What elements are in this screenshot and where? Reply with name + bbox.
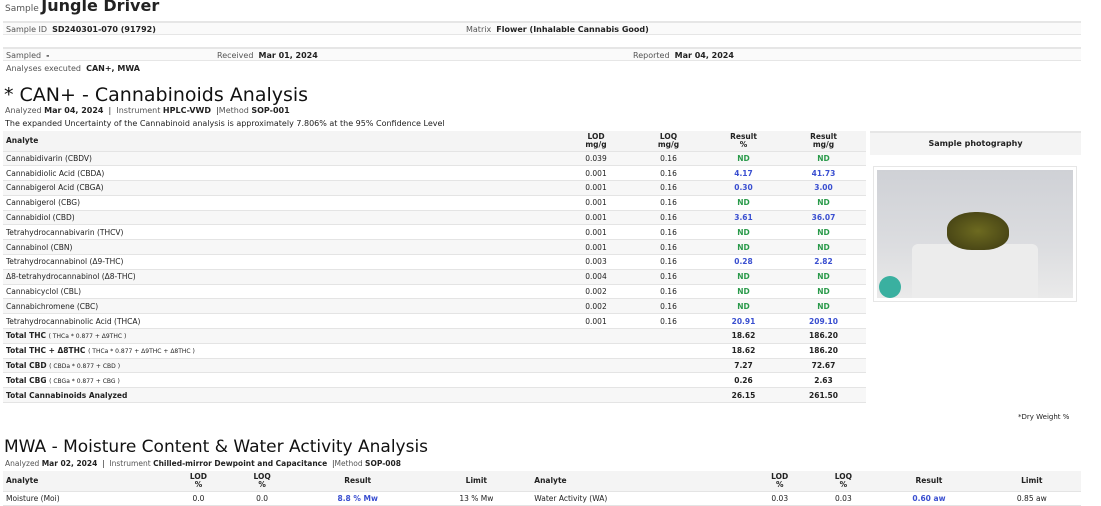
column-header: Result %	[706, 131, 781, 151]
lod: 0.0	[167, 491, 230, 506]
total-label	[3, 388, 561, 403]
table-row	[3, 225, 866, 240]
column-header: Analyte	[3, 131, 561, 151]
lod: 0.03	[748, 491, 811, 506]
lod: 0.001	[561, 240, 631, 255]
sample-id: Sample ID SD240301-070 (91792)	[6, 25, 156, 34]
result-percent: 0.28	[706, 255, 781, 270]
lod: 0.039	[561, 151, 631, 166]
table-row	[3, 284, 866, 299]
total-percent: 26.15	[706, 388, 781, 403]
analyte-name: Δ8-tetrahydrocannabinol (Δ8-THC)	[3, 269, 561, 284]
table-row	[3, 491, 1081, 506]
logo-icon	[879, 276, 901, 298]
total-formula: ( THCa * 0.877 + Δ9THC )	[48, 333, 127, 341]
column-header: LOQ mg/g	[631, 131, 706, 151]
lod: 0.003	[561, 255, 631, 270]
column-header: Limit	[983, 471, 1081, 491]
result-mg-g: 3.00	[781, 181, 866, 196]
total-percent: 7.27	[706, 358, 781, 373]
loq: 0.16	[631, 210, 706, 225]
total-name: Total THC	[6, 331, 46, 341]
mwa-meta: Analyzed Mar 02, 2024 | Instrument Chilled-mirror Dewpoint and Capacitance |Method SOP-008	[5, 459, 401, 468]
table-row	[3, 269, 866, 284]
analyte-name: Water Activity (WA)	[531, 491, 748, 506]
result-percent: ND	[706, 195, 781, 210]
column-header: LOD %	[748, 471, 811, 491]
table-row	[3, 181, 866, 196]
table-row	[3, 195, 866, 210]
analyte-name: Cannabichromene (CBC)	[3, 299, 561, 314]
result-mg-g: ND	[781, 299, 866, 314]
column-header: Analyte	[3, 471, 167, 491]
loq: 0.16	[631, 151, 706, 166]
total-row	[3, 358, 866, 373]
total-mg-g: 186.20	[781, 343, 866, 358]
table-row	[3, 151, 866, 166]
total-formula: ( THCa * 0.877 + Δ9THC + Δ8THC )	[88, 348, 195, 356]
limit: 13 % Mw	[421, 491, 531, 506]
column-header: LOQ %	[811, 471, 875, 491]
result-percent: ND	[706, 225, 781, 240]
result-mg-g: ND	[781, 240, 866, 255]
result-mg-g: ND	[781, 284, 866, 299]
moisture-table	[3, 471, 1081, 506]
column-header: LOD %	[167, 471, 230, 491]
can-title: * CAN+ - Cannabinoids Analysis	[4, 84, 309, 106]
loq: 0.16	[631, 166, 706, 181]
dry-weight-note: *Dry Weight %	[1018, 413, 1070, 421]
result-percent: 0.30	[706, 181, 781, 196]
loq: 0.16	[631, 225, 706, 240]
result-mg-g: ND	[781, 269, 866, 284]
total-mg-g: 2.63	[781, 373, 866, 388]
result-percent: ND	[706, 284, 781, 299]
result: 8.8 % Mw	[294, 491, 421, 506]
table-row	[3, 255, 866, 270]
result-mg-g: ND	[781, 151, 866, 166]
cannabinoids-table	[3, 131, 866, 403]
column-header: Result	[875, 471, 982, 491]
total-row	[3, 329, 866, 344]
total-label	[3, 358, 561, 373]
analyte-name: Tetrahydrocannabinol (Δ9-THC)	[3, 255, 561, 270]
stand	[912, 244, 1037, 298]
table-row	[3, 210, 866, 225]
received: Received Mar 01, 2024	[217, 51, 318, 60]
total-mg-g: 72.67	[781, 358, 866, 373]
result-percent: ND	[706, 240, 781, 255]
result-mg-g: 209.10	[781, 314, 866, 329]
loq: 0.03	[811, 491, 875, 506]
total-label	[3, 343, 561, 358]
result-percent: ND	[706, 299, 781, 314]
lod: 0.001	[561, 225, 631, 240]
analyte-name: Cannabicyclol (CBL)	[3, 284, 561, 299]
loq: 0.16	[631, 195, 706, 210]
mwa-title: MWA - Moisture Content & Water Activity Analysis	[4, 437, 429, 457]
lod: 0.001	[561, 181, 631, 196]
total-row	[3, 343, 866, 358]
result: 0.60 aw	[875, 491, 982, 506]
loq: 0.16	[631, 314, 706, 329]
limit: 0.85 aw	[983, 491, 1081, 506]
analyte-name: Cannabigerol Acid (CBGA)	[3, 181, 561, 196]
info-row-2	[3, 47, 1081, 61]
total-name: Total THC + Δ8THC	[6, 346, 86, 356]
total-name: Total CBD	[6, 361, 47, 371]
sample-name: Jungle Driver	[41, 0, 160, 15]
result-percent: 20.91	[706, 314, 781, 329]
lod: 0.004	[561, 269, 631, 284]
column-header: Limit	[421, 471, 531, 491]
photo-header: Sample photography	[870, 131, 1081, 155]
loq: 0.0	[230, 491, 294, 506]
lod: 0.001	[561, 314, 631, 329]
result-mg-g: 41.73	[781, 166, 866, 181]
loq: 0.16	[631, 269, 706, 284]
loq: 0.16	[631, 255, 706, 270]
lod: 0.002	[561, 299, 631, 314]
table-header	[3, 471, 1081, 491]
analyte-name: Cannabinol (CBN)	[3, 240, 561, 255]
result-percent: ND	[706, 151, 781, 166]
total-formula: ( CBDa * 0.877 + CBD )	[49, 363, 121, 371]
analyses-executed: Analyses executed CAN+, MWA	[6, 64, 140, 73]
total-formula: ( CBGa * 0.877 + CBG )	[49, 377, 120, 385]
lod: 0.001	[561, 195, 631, 210]
table-row	[3, 166, 866, 181]
analyte-name: Cannabidiol (CBD)	[3, 210, 561, 225]
total-label	[3, 373, 561, 388]
analyte-name: Tetrahydrocannabinolic Acid (THCA)	[3, 314, 561, 329]
reported: Reported Mar 04, 2024	[633, 51, 734, 60]
result-percent: 3.61	[706, 210, 781, 225]
total-percent: 0.26	[706, 373, 781, 388]
matrix: Matrix Flower (Inhalable Cannabis Good)	[466, 25, 649, 34]
column-header: LOQ %	[230, 471, 294, 491]
loq: 0.16	[631, 240, 706, 255]
sampled: Sampled -	[6, 51, 50, 60]
result-mg-g: 2.82	[781, 255, 866, 270]
table-row	[3, 299, 866, 314]
column-header: Analyte	[531, 471, 748, 491]
result-mg-g: ND	[781, 195, 866, 210]
column-header: Result mg/g	[781, 131, 866, 151]
loq: 0.16	[631, 299, 706, 314]
table-row	[3, 314, 866, 329]
lod: 0.001	[561, 210, 631, 225]
total-percent: 18.62	[706, 329, 781, 344]
can-meta: Analyzed Mar 04, 2024 | Instrument HPLC-VWD |Method SOP-001	[5, 106, 290, 115]
total-name: Total Cannabinoids Analyzed	[6, 390, 128, 400]
total-row	[3, 388, 866, 403]
column-header: Result	[294, 471, 421, 491]
lod: 0.002	[561, 284, 631, 299]
loq: 0.16	[631, 181, 706, 196]
flower-bud	[947, 212, 1009, 250]
analyte-name: Cannabidivarin (CBDV)	[3, 151, 561, 166]
column-header: LOD mg/g	[561, 131, 631, 151]
loq: 0.16	[631, 284, 706, 299]
total-percent: 18.62	[706, 343, 781, 358]
result-mg-g: 36.07	[781, 210, 866, 225]
table-row	[3, 240, 866, 255]
uncertainty-note: The expanded Uncertainty of the Cannabinoid analysis is approximately 7.806% at the 95% Confidence Level	[5, 119, 445, 128]
lod: 0.001	[561, 166, 631, 181]
total-label	[3, 329, 561, 344]
analyte-name: Moisture (Moi)	[3, 491, 167, 506]
sample-photo[interactable]	[873, 166, 1077, 302]
sample-heading: Sample Jungle Driver	[5, 0, 159, 15]
analyte-name: Cannabigerol (CBG)	[3, 195, 561, 210]
total-mg-g: 261.50	[781, 388, 866, 403]
total-mg-g: 186.20	[781, 329, 866, 344]
result-percent: ND	[706, 269, 781, 284]
analyte-name: Tetrahydrocannabivarin (THCV)	[3, 225, 561, 240]
result-percent: 4.17	[706, 166, 781, 181]
total-name: Total CBG	[6, 375, 47, 385]
table-header	[3, 131, 866, 151]
result-mg-g: ND	[781, 225, 866, 240]
total-row	[3, 373, 866, 388]
analyte-name: Cannabidiolic Acid (CBDA)	[3, 166, 561, 181]
